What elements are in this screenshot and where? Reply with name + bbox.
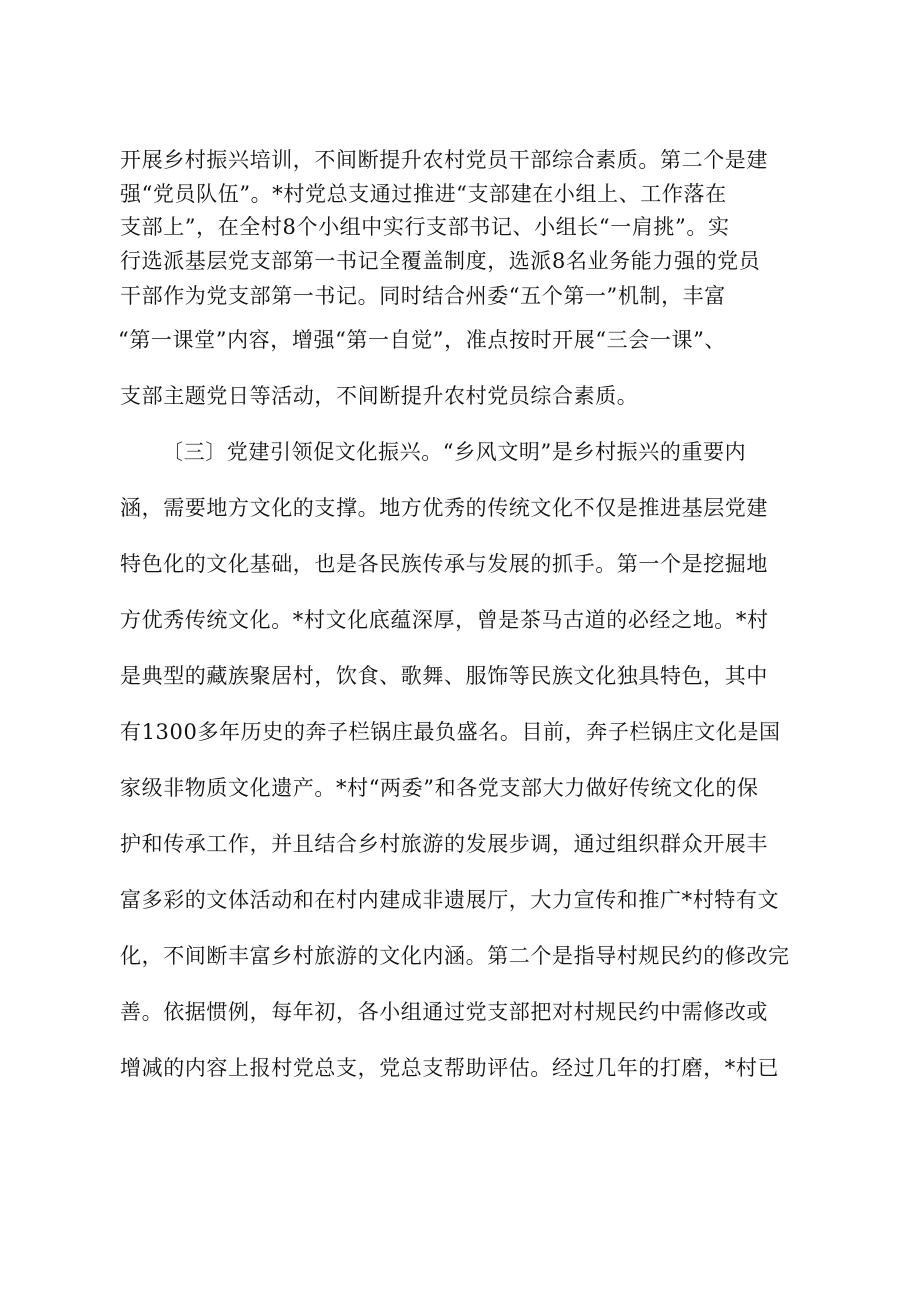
text-line: “第一课堂”内容，增强“第一自觉”，准点按时开展“三会一课”、 <box>118 328 727 352</box>
text-line: 方优秀传统文化。*村文化底蕴深厚，曾是茶马古道的必经之地。*村 <box>120 608 769 632</box>
text-line: 护和传承工作，并且结合乡村旅游的发展步调，通过组织群众开展丰 <box>120 832 768 856</box>
section-heading-line: 〔三〕党建引领促文化振兴。“乡风文明”是乡村振兴的重要内 <box>162 440 747 464</box>
text-line: 支部主题党日等活动，不间断提升农村党员综合素质。 <box>120 384 639 408</box>
text-line: 家级非物质文化遗产。*村“两委”和各党支部大力做好传统文化的保 <box>120 776 759 800</box>
text-line: 善。依据惯例，每年初，各小组通过党支部把对村规民约中需修改或 <box>120 1000 768 1024</box>
text-line: 干部作为党支部第一书记。同时结合州委“五个第一”机制，丰富 <box>120 284 726 308</box>
text-line: 强“党员队伍”。*村党总支通过推进“支部建在小组上、工作落在 <box>120 182 727 206</box>
text-line: 富多彩的文体活动和在村内建成非遗展厅，大力宣传和推广*村特有文 <box>120 888 780 912</box>
text-line: 增减的内容上报村党总支，党总支帮助评估。经过几年的打磨，*村已 <box>120 1056 780 1080</box>
text-line: 行选派基层党支部第一书记全覆盖制度，选派8名业务能力强的党员 <box>120 249 761 273</box>
text-line: 支部上”，在全村8个小组中实行支部书记、小组长“一肩挑”。实 <box>120 215 730 239</box>
text-line: 特色化的文化基础，也是各民族传承与发展的抓手。第一个是挖掘地 <box>120 552 768 576</box>
text-line: 开展乡村振兴培训，不间断提升农村党员干部综合素质。第二个是建 <box>120 148 768 172</box>
text-line: 化，不间断丰富乡村旅游的文化内涵。第二个是指导村规民约的修改完 <box>120 944 790 968</box>
text-line: 涵，需要地方文化的支撑。地方优秀的传统文化不仅是推进基层党建 <box>120 496 768 520</box>
text-line: 有1300多年历史的奔子栏锅庄最负盛名。目前，奔子栏锅庄文化是国 <box>120 720 781 744</box>
text-line: 是典型的藏族聚居村，饮食、歌舞、服饰等民族文化独具特色，其中 <box>120 664 768 688</box>
